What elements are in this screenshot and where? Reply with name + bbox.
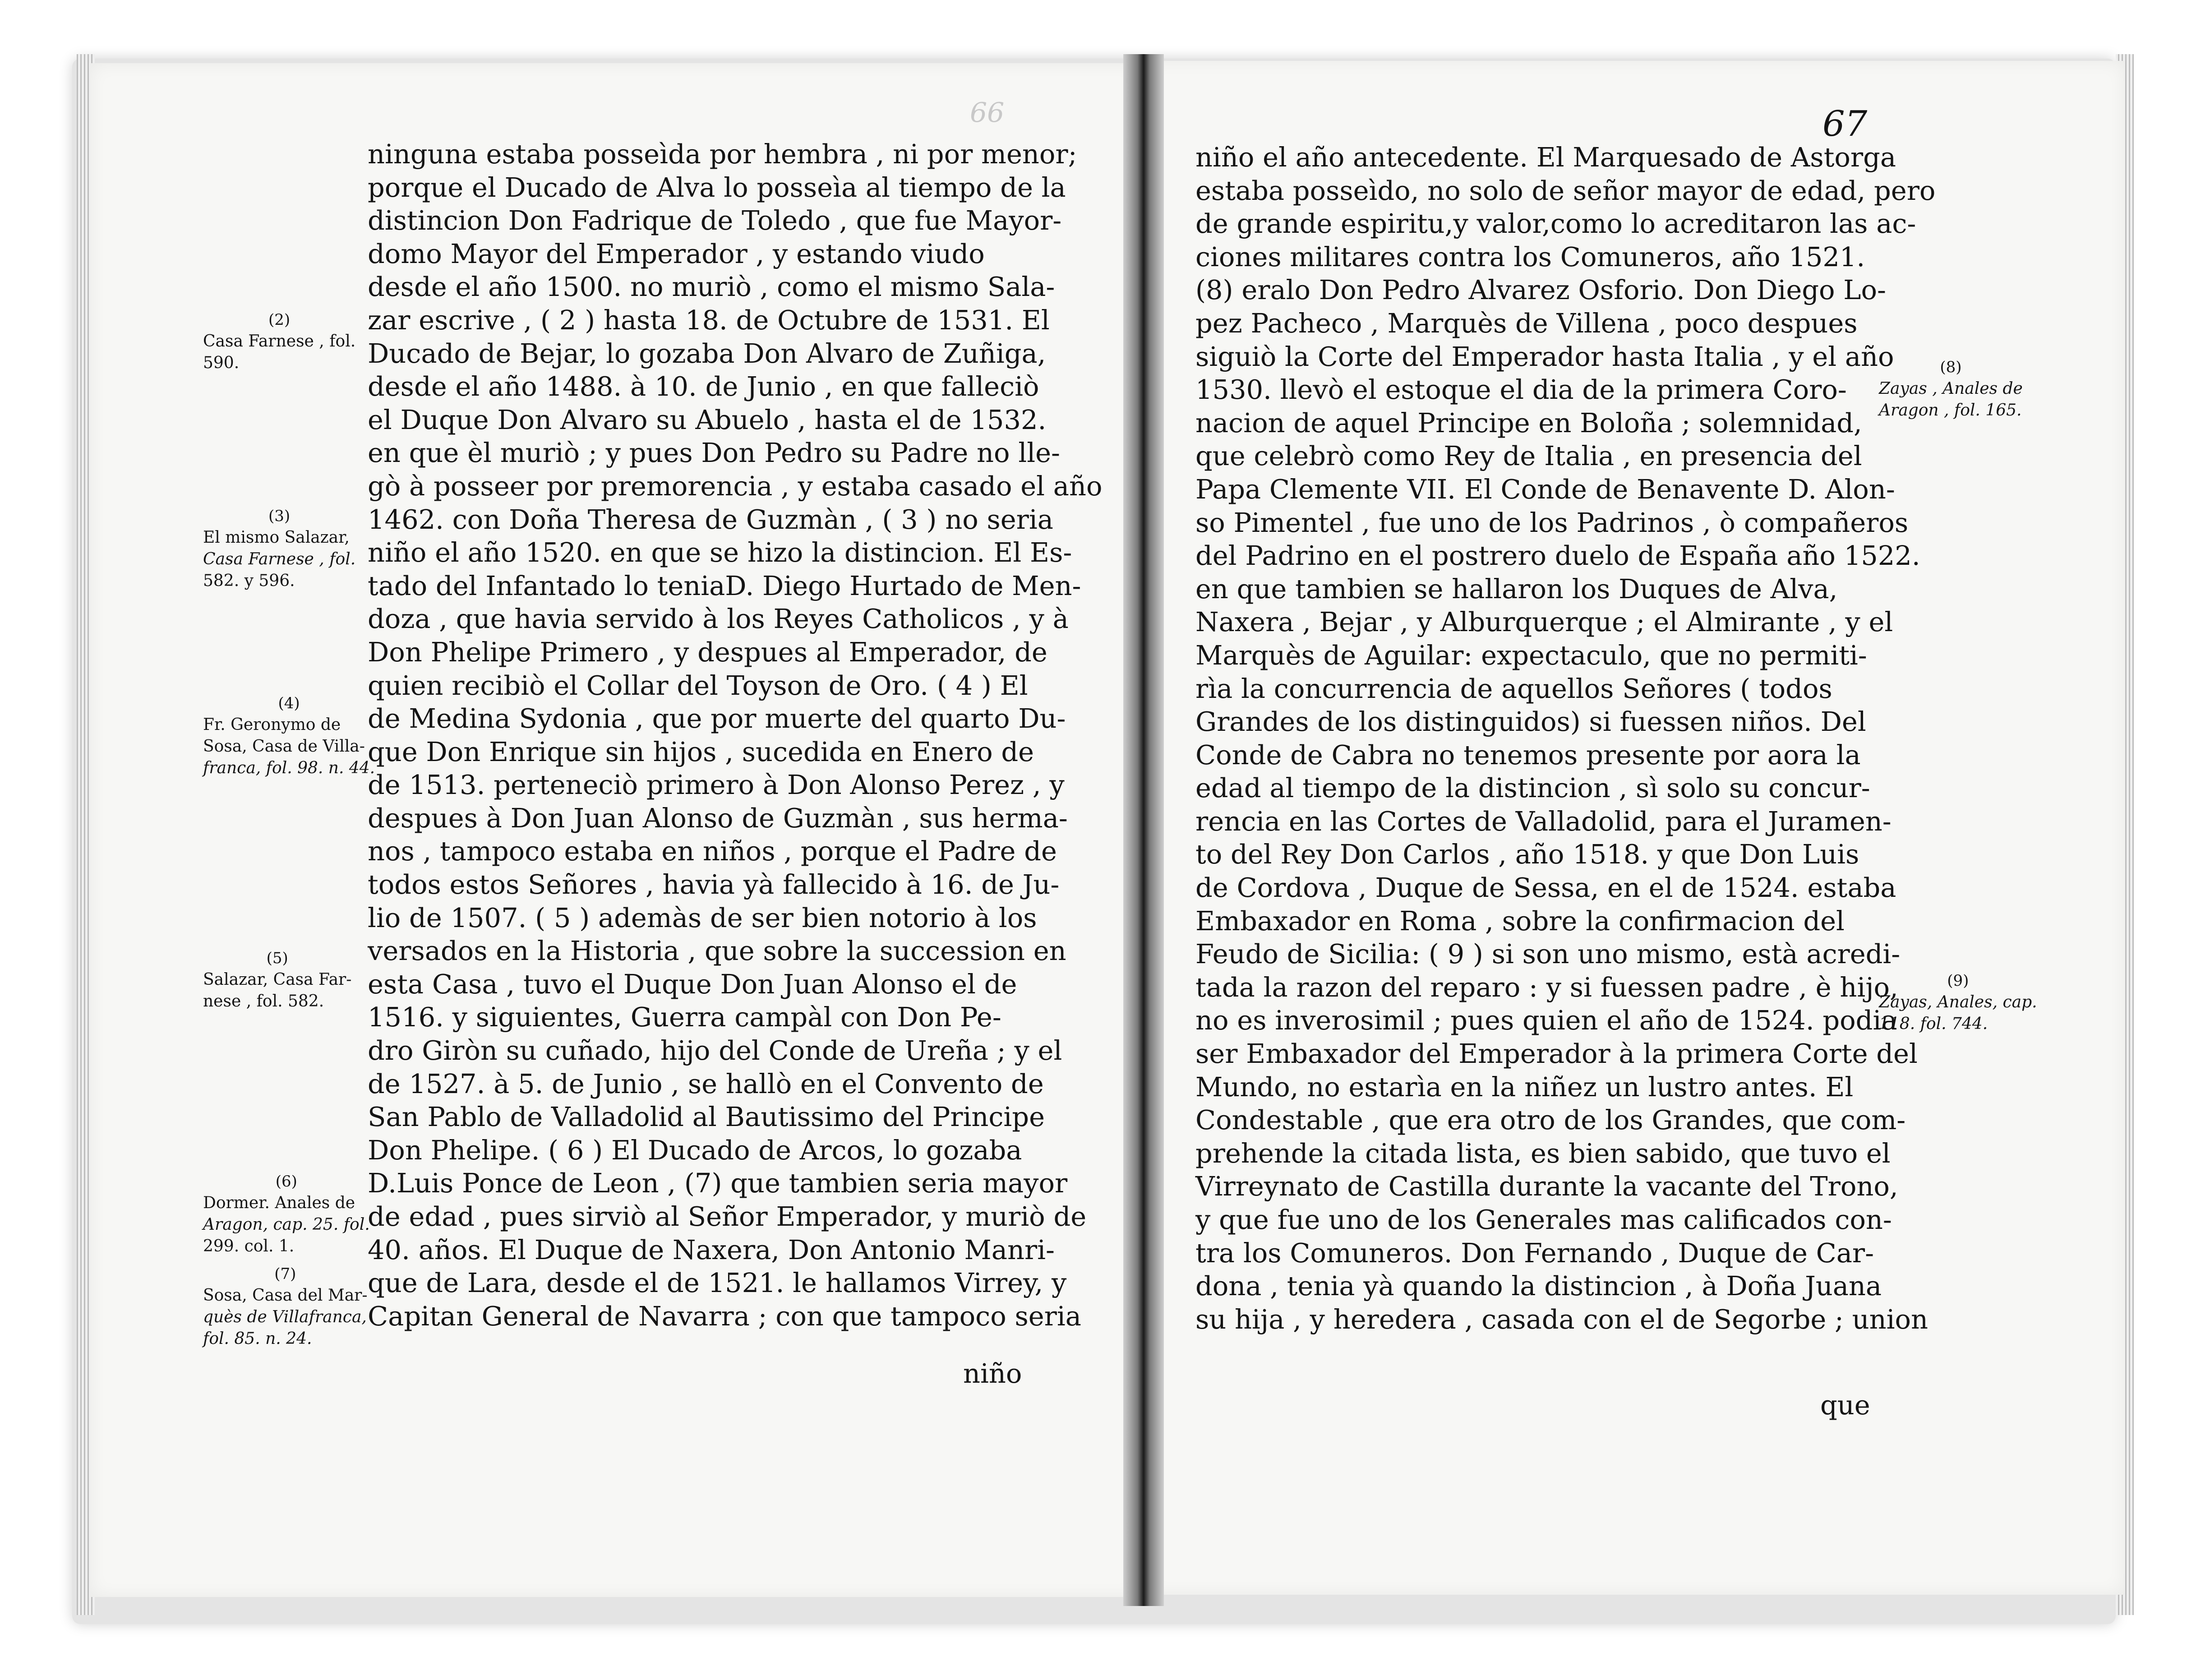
text-line: 40. años. El Duque de Naxera, Don Antonio Manri- [368,1234,1055,1265]
text-line: desde el año 1500. no muriò , como el mismo Sala- [368,271,1055,303]
note-line: Salazar, Casa Far- [203,970,352,989]
margin-note-7 [203,1263,368,1350]
margin-note-2 [203,309,355,374]
note-line: quès de Villafranca, [203,1308,367,1326]
note-number: (5) [266,949,288,967]
text-line: en que èl muriò ; y pues Don Pedro su Padre no lle- [368,437,1060,469]
text-line: so Pimentel , fue uno de los Padrinos , ò compañeros [1195,507,1909,538]
note-line: fol. 85. n. 24. [203,1329,312,1348]
text-line: ciones militares contra los Comuneros, año 1521. [1195,241,1865,272]
note-number: (3) [268,507,291,525]
text-line: pez Pacheco , Marquès de Villena , poco despues [1195,307,1858,339]
text-line: tada la razon del reparo : y si fuessen padre , è hijo, [1195,971,1898,1003]
text-line: dona , tenia yà quando la distincion , à Doña Juana [1195,1270,1882,1302]
note-line: Fr. Geronymo de [203,715,341,734]
margin-note-8 [1879,356,2023,421]
text-line: Naxera , Bejar , y Alburquerque ; el Almirante , y el [1195,606,1893,638]
text-line: Papa Clemente VII. El Conde de Benavente D. Alon- [1195,473,1895,505]
note-line: nese , fol. 582. [203,992,324,1011]
text-line: no es inverosimil ; pues quien el año de 1524. podia [1195,1005,1897,1036]
text-line: de grande espiritu,y valor,como lo acreditaron las ac- [1195,208,1916,240]
text-line: del Padrino en el postrero duelo de España año 1522. [1195,540,1920,572]
note-line: Aragon , fol. 165. [1879,401,2022,420]
text-line: tra los Comuneros. Don Fernando , Duque de Car- [1195,1237,1874,1269]
left-page-body [368,138,1103,1333]
note-line: 299. col. 1. [203,1237,295,1255]
text-line: Don Phelipe. ( 6 ) El Ducado de Arcos, lo gozaba [368,1134,1022,1166]
right-catchword: que [1820,1389,1870,1421]
right-folio: 67 [1822,104,1868,144]
text-line: de 1527. à 5. de Junio , se hallò en el Convento de [368,1068,1044,1099]
text-line: San Pablo de Valladolid al Bautissimo del Principe [368,1101,1045,1133]
text-line: nos , tampoco estaba en niños , porque el Padre de [368,835,1057,867]
text-line: porque el Ducado de Alva lo posseìa al tiempo de la [368,171,1066,203]
note-line: 590. [203,354,240,372]
text-line: Condestable , que era otro de los Grandes, que com- [1195,1104,1906,1136]
text-line: niño el año antecedente. El Marquesado de Astorga [1195,142,1896,173]
text-line: Feudo de Sicilia: ( 9 ) si son uno mismo, està acredi- [1195,938,1901,970]
text-line: 1462. con Doña Theresa de Guzmàn , ( 3 ) no seria [368,503,1053,535]
text-line: prehende la citada lista, es bien sabido, que tuvo el [1195,1137,1891,1169]
text-line: todos estos Señores , havia yà fallecido à 16. de Ju- [368,869,1060,900]
text-line: en que tambien se hallaron los Duques de Alva, [1195,573,1838,605]
note-number: (7) [274,1265,296,1283]
margin-note-9 [1879,970,2037,1035]
text-line: ser Embaxador del Emperador à la primera Corte del [1195,1038,1918,1070]
text-line: esta Casa , tuvo el Duque Don Juan Alonso el de [368,968,1017,1000]
text-line: to del Rey Don Carlos , año 1518. y que Don Luis [1195,839,1859,870]
note-line: Casa Farnese , fol. [203,332,356,351]
note-line: Sosa, Casa del Mar- [203,1286,368,1305]
text-line: Mundo, no estarìa en la niñez un lustro antes. El [1195,1071,1854,1103]
margin-note-3 [203,505,355,592]
note-number: (6) [275,1172,297,1191]
note-number: (2) [268,311,291,329]
text-line: doza , que havia servido à los Reyes Catholicos , y à [368,603,1069,635]
note-line: El mismo Salazar, [203,528,350,547]
text-line: nacion de aquel Principe en Boloña ; solemnidad, [1195,407,1862,438]
text-line: que de Lara, desde el de 1521. le hallamos Virrey, y [368,1267,1067,1299]
text-line: de 1513. perteneciò primero à Don Alonso Perez , y [368,769,1065,801]
text-line: despues à Don Juan Alonso de Guzmàn , sus herma- [368,802,1068,834]
text-line: tado del Infantado lo teniaD. Diego Hurtado de Men- [368,570,1081,601]
margin-note-5 [203,947,351,1012]
text-line: Embaxador en Roma , sobre la confirmacion del [1195,905,1845,937]
text-line: quien recibiò el Collar del Toyson de Oro. ( 4 ) El [368,669,1028,701]
text-line: Virreynato de Castilla durante la vacante del Trono, [1195,1171,1898,1202]
left-catchword: niño [963,1358,1022,1389]
text-line: de edad , pues sirviò al Señor Emperador, y muriò de [368,1201,1087,1232]
note-number: (4) [278,694,300,712]
text-line: Grandes de los distinguidos) si fuessen niños. Del [1195,706,1866,738]
margin-note-6 [203,1171,370,1257]
text-line: y que fue uno de los Generales mas calificados con- [1195,1204,1892,1235]
note-line: Zayas , Anales de [1879,379,2023,398]
text-line: ninguna estaba posseìda por hembra , ni por menor; [368,138,1077,170]
text-line: 1530. llevò el estoque el dia de la primera Coro- [1195,374,1847,406]
note-line: 118. fol. 744. [1879,1015,1988,1033]
text-line: de Cordova , Duque de Sessa, en el de 1524. estaba [1195,872,1896,904]
text-line: D.Luis Ponce de Leon , (7) que tambien seria mayor [368,1168,1068,1199]
text-line: desde el año 1488. à 10. de Junio , en que falleciò [368,371,1039,402]
text-line: Don Phelipe Primero , y despues al Emperador, de [368,636,1047,668]
text-line: (8) eralo Don Pedro Alvarez Osforio. Don Diego Lo- [1195,274,1886,306]
margin-note-4 [203,692,375,779]
text-line: zar escrive , ( 2 ) hasta 18. de Octubre de 1531. El [368,304,1050,336]
text-line: Marquès de Aguilar: expectaculo, que no permiti- [1195,639,1867,671]
note-line: 582. y 596. [203,572,295,590]
text-line: de Medina Sydonia , que por muerte del quarto Du- [368,703,1066,734]
text-line: Conde de Cabra no tenemos presente por aora la [1195,739,1861,771]
book-gutter [1123,54,1164,1606]
text-line: edad al tiempo de la distincion , sì solo su concur- [1195,772,1870,804]
note-line: Sosa, Casa de Villa- [203,737,365,756]
note-line: franca, fol. 98. n. 44. [203,759,375,777]
text-line: lio de 1507. ( 5 ) ademàs de ser bien notorio à los [368,902,1037,933]
text-line: el Duque Don Alvaro su Abuelo , hasta el de 1532. [368,404,1047,435]
text-line: niño el año 1520. en que se hizo la distincion. El Es- [368,537,1072,568]
text-line: versados en la Historia , que sobre la succession en [368,935,1066,967]
text-line: que celebrò como Rey de Italia , en presencia del [1195,440,1862,472]
text-line: su hija , y heredera , casada con el de Segorbe ; union [1195,1303,1929,1335]
note-line: Dormer. Anales de [203,1194,355,1212]
text-line: Ducado de Bejar, lo gozaba Don Alvaro de Zuñiga, [368,337,1046,369]
text-line: distincion Don Fadrique de Toledo , que fue Mayor- [368,205,1062,236]
text-line: rencia en las Cortes de Valladolid, para el Juramen- [1195,805,1892,837]
note-line: Zayas, Anales, cap. [1879,993,2037,1011]
text-line: gò à posseer por premorencia , y estaba casado el año [368,470,1103,502]
text-line: dro Giròn su cuñado, hijo del Conde de Ureña ; y el [368,1035,1062,1066]
text-line: 1516. y siguientes, Guerra campàl con Don Pe- [368,1002,1001,1033]
text-line: estaba posseìdo, no solo de señor mayor de edad, pero [1195,175,1936,206]
left-ghost-folio: 66 [970,97,1005,129]
text-line: rìa la concurrencia de aquellos Señores ( todos [1195,673,1832,704]
text-line: que Don Enrique sin hijos , sucedida en Enero de [368,736,1034,767]
text-line: domo Mayor del Emperador , y estando viudo [368,238,985,269]
right-page-body [1195,141,1935,1336]
note-number: (9) [1947,972,1969,990]
note-number: (8) [1940,358,1962,376]
note-line: Aragon, cap. 25. fol. [203,1215,370,1234]
note-line: Casa Farnese , fol. [203,550,356,568]
text-line: siguiò la Corte del Emperador hasta Italia , y el año [1195,341,1894,372]
text-line: Capitan General de Navarra ; con que tampoco seria [368,1300,1081,1332]
